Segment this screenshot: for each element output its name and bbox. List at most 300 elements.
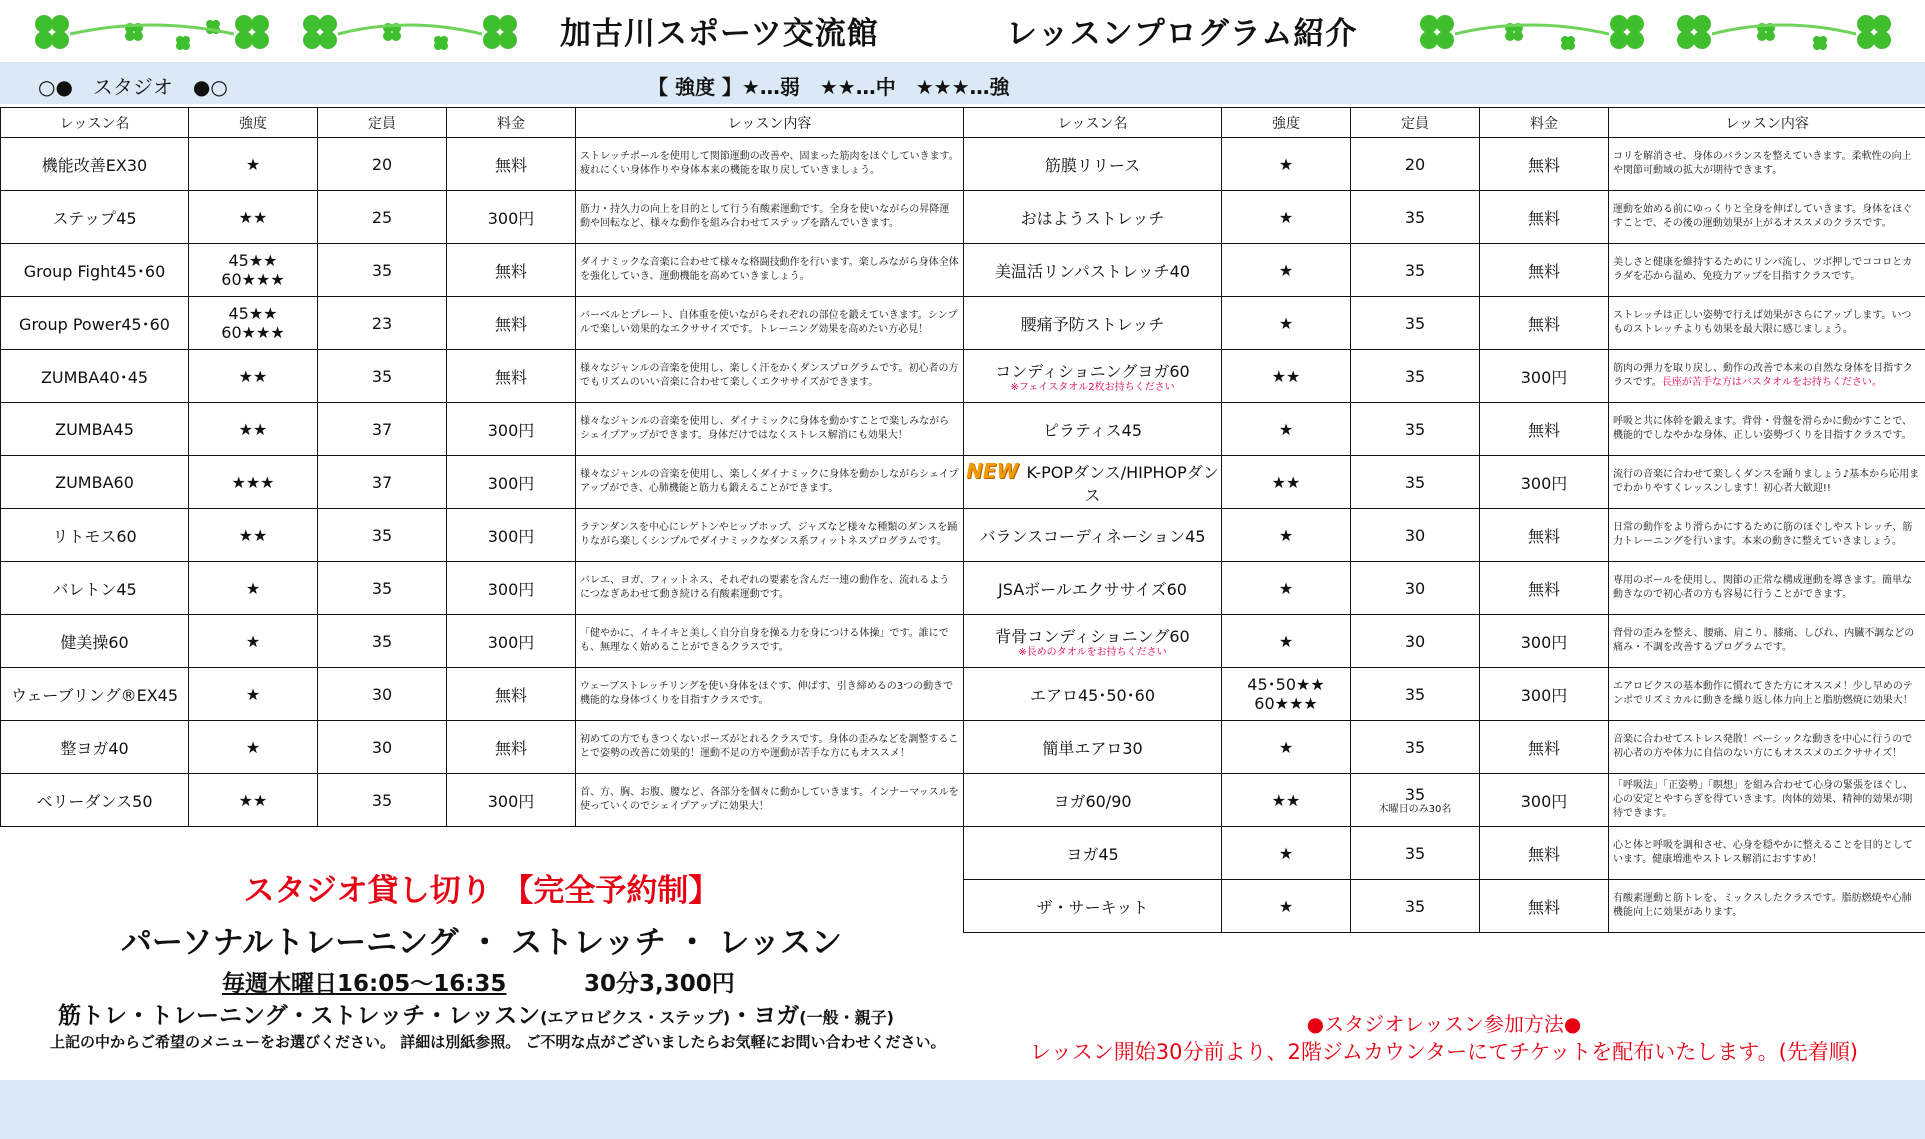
column-header-fee: 料金	[447, 108, 576, 138]
capacity-cell	[1351, 774, 1480, 827]
table-row	[964, 244, 1925, 297]
fee-cell	[1480, 297, 1609, 350]
content-text: 背骨の歪みを整え、腰痛、肩こり、膝痛、しびれ、内臓不調などの痛み・不調を改善するプログラムです。	[1613, 628, 1915, 653]
content-cell	[576, 509, 964, 562]
lesson-name: 健美操60	[60, 632, 129, 652]
capacity-value: 35	[1404, 785, 1426, 804]
header	[0, 0, 1925, 62]
lesson-name-cell	[1, 350, 189, 403]
fee-cell	[447, 774, 576, 827]
capacity-cell	[1351, 615, 1480, 668]
fee-cell	[1480, 509, 1609, 562]
capacity-cell	[1351, 350, 1480, 403]
table-row	[1, 509, 964, 562]
content-cell	[576, 774, 964, 827]
column-header-name: レッスン名	[1, 108, 189, 138]
intensity-value: ★★	[238, 525, 268, 545]
capacity-cell	[318, 509, 447, 562]
capacity-value: 30	[1404, 525, 1426, 545]
table-row	[964, 615, 1925, 668]
intensity-value: ★	[245, 154, 261, 174]
capacity-cell	[1351, 509, 1480, 562]
rental-menu-paren-2: (一般・親子)	[799, 1008, 894, 1027]
intensity-cell	[1222, 191, 1351, 244]
capacity-value: 35	[371, 578, 393, 598]
rental-menu	[58, 997, 894, 1030]
content-text: 首、方、胸、お腹、腰など、各部分を個々に動かしていきます。インナーマッスルを使っていくのでシェイプアップに効果大！	[580, 787, 959, 812]
table-row	[964, 562, 1925, 615]
content-cell	[1609, 350, 1925, 403]
lesson-table-right	[963, 107, 1925, 933]
intensity-value: 45･50★★	[1247, 675, 1325, 694]
content-text: 様々なジャンルの音楽を使用し、楽しくダイナミックに身体を動かしながらシェイプアップができ、心肺機能と筋力も鍛えることができます。	[580, 469, 959, 494]
fee-cell	[1480, 456, 1609, 509]
content-text: 呼吸と共に体幹を鍛えます。背骨・骨盤を滑らかに動かすことで、機能的でしなやかな身体、正しい姿勢づくりを目指すクラスです。	[1613, 416, 1912, 441]
column-header-fee: 料金	[1480, 108, 1609, 138]
intensity-cell	[1222, 350, 1351, 403]
capacity-cell	[1351, 244, 1480, 297]
lesson-name: 背骨コンディショニング60	[995, 626, 1190, 646]
intensity-value-2: 60★★★	[1254, 694, 1318, 713]
capacity-value: 35	[371, 631, 393, 651]
fee-value: 300円	[487, 579, 535, 599]
fee-cell	[447, 191, 576, 244]
fee-value: 無料	[494, 738, 527, 758]
capacity-cell	[318, 403, 447, 456]
intensity-cell	[189, 350, 318, 403]
content-cell	[1609, 138, 1925, 191]
lesson-name-cell	[1, 138, 189, 191]
lesson-name-cell	[964, 615, 1222, 668]
clover-icon	[1672, 10, 1892, 54]
table-row	[1, 138, 964, 191]
content-text: 「呼吸法」「正姿勢」「瞑想」を組み合わせて心身の緊張をほぐし、心の安定とやすらぎを得ていきます。肉体的効果、精神的効果が期待できます。	[1613, 780, 1913, 819]
intensity-cell	[1222, 774, 1351, 827]
new-badge: NEW	[966, 458, 1019, 483]
table-row	[1, 562, 964, 615]
intensity-cell	[1222, 403, 1351, 456]
legend-bar	[0, 62, 1925, 104]
fee-value: 無料	[1527, 208, 1560, 228]
lesson-name: エアロ45･50･60	[1029, 685, 1156, 705]
rental-title: スタジオ貸し切り 【完全予約制】	[243, 873, 720, 909]
content-cell	[576, 191, 964, 244]
studio-label: ○● スタジオ ●○	[38, 75, 228, 99]
lesson-name-cell	[964, 509, 1222, 562]
intensity-cell	[1222, 509, 1351, 562]
intensity-cell	[189, 509, 318, 562]
lesson-name-cell	[964, 138, 1222, 191]
fee-cell	[1480, 244, 1609, 297]
fee-cell	[447, 668, 576, 721]
content-cell	[1609, 562, 1925, 615]
table-row	[964, 403, 1925, 456]
table-row	[1, 403, 964, 456]
fee-value: 無料	[1527, 261, 1560, 281]
lesson-name: ウェーブリング®EX45	[10, 685, 179, 705]
capacity-cell	[318, 244, 447, 297]
lesson-name-cell	[1, 191, 189, 244]
lesson-name-cell	[1, 403, 189, 456]
content-text: エアロビクスの基本動作に慣れてきた方にオススメ！少し早めのテンポでリズミカルに動きを繰り返し体力向上と脂肪燃焼に効果大！	[1613, 681, 1913, 706]
content-text: 「健やかに、イキイキと美しく自分自身を操る力を身につける体操」です。誰にでも、無理なく始めることができるクラスです。	[580, 628, 949, 653]
fee-value: 無料	[494, 367, 527, 387]
capacity-value: 35	[1404, 419, 1426, 439]
rental-note: 上記の中からご希望のメニューをお選びください。 詳細は別紙参照。 ご不明な点がございましたらお気軽にお問い合わせください。	[50, 1033, 946, 1051]
fee-value: 無料	[494, 261, 527, 281]
content-text: ダイナミックな音楽に合わせて様々な格闘技動作を行います。楽しみながら身体全体を強化していき、運動機能を高めていきましょう。	[580, 257, 959, 282]
capacity-cell	[318, 297, 447, 350]
content-text: バレエ、ヨガ、フィットネス、それぞれの要素を含んだ一連の動作を、流れるようにつなぎあわせて動き続ける有酸素運動です。	[580, 575, 950, 600]
capacity-cell	[1351, 191, 1480, 244]
rental-schedule: 毎週木曜日16:05～16:35	[222, 971, 507, 997]
lesson-note: ※フェイスタオル2枚お持ちください	[1010, 381, 1175, 393]
intensity-cell	[189, 721, 318, 774]
lesson-name-cell	[964, 297, 1222, 350]
intensity-value: ★	[1278, 737, 1294, 757]
lesson-name: おはようストレッチ	[1020, 208, 1165, 228]
fee-cell	[447, 456, 576, 509]
capacity-cell	[318, 615, 447, 668]
clover-icon	[30, 10, 270, 54]
capacity-value: 20	[371, 154, 393, 174]
intensity-value: ★★	[1271, 366, 1301, 386]
intensity-cell	[189, 562, 318, 615]
lesson-table-left	[0, 107, 964, 827]
lesson-name: バランスコーディネーション45	[979, 526, 1206, 546]
fee-cell	[1480, 721, 1609, 774]
capacity-cell	[1351, 297, 1480, 350]
intensity-cell	[1222, 297, 1351, 350]
capacity-value: 35	[371, 260, 393, 280]
intensity-cell	[189, 403, 318, 456]
capacity-value: 35	[1404, 472, 1426, 492]
content-cell	[1609, 244, 1925, 297]
capacity-value: 35	[371, 790, 393, 810]
fee-cell	[447, 350, 576, 403]
lesson-name-cell	[964, 191, 1222, 244]
intensity-legend: 【 強度 】★…弱 ★★…中 ★★★…強	[648, 75, 1010, 99]
capacity-cell	[1351, 880, 1480, 933]
fee-value: 無料	[1527, 579, 1560, 599]
content-text: 有酸素運動と筋トレを、ミックスしたクラスです。脂肪燃焼や心肺機能向上に効果があります。	[1613, 893, 1912, 918]
intensity-value: ★★	[238, 790, 268, 810]
content-cell	[576, 138, 964, 191]
intensity-cell	[1222, 668, 1351, 721]
capacity-cell	[318, 138, 447, 191]
capacity-value: 35	[1404, 260, 1426, 280]
lesson-name: 機能改善EX30	[41, 155, 148, 175]
fee-value: 無料	[1527, 314, 1560, 334]
capacity-cell	[318, 668, 447, 721]
lesson-name-cell	[1, 721, 189, 774]
lesson-name-cell	[1, 668, 189, 721]
lesson-name: K-POPダンス/HIPHOPダンス	[1026, 462, 1219, 505]
content-text: 専用のボールを使用し、関節の正常な構成運動を導きます。簡単な動きなので初心者の方も容易に行うことができます。	[1613, 575, 1912, 600]
intensity-value: ★	[245, 578, 261, 598]
table-row	[964, 668, 1925, 721]
clover-decoration-right-2	[1672, 10, 1892, 54]
intensity-value: ★	[1278, 525, 1294, 545]
capacity-value: 35	[1404, 366, 1426, 386]
lesson-name-cell	[1, 297, 189, 350]
intensity-value: ★	[245, 737, 261, 757]
lesson-name: ZUMBA45	[55, 419, 134, 439]
capacity-cell	[318, 562, 447, 615]
capacity-value: 35	[371, 366, 393, 386]
intensity-value: 45★★	[228, 251, 278, 270]
table-row	[1, 456, 964, 509]
fee-value: 300円	[1520, 632, 1568, 652]
lesson-name: ZUMBA40･45	[40, 367, 149, 387]
lesson-name: Group Power45･60	[19, 314, 170, 334]
column-header-intensity: 強度	[189, 108, 318, 138]
intensity-value-2: 60★★★	[221, 323, 285, 342]
capacity-cell	[1351, 668, 1480, 721]
content-text: 音楽に合わせてストレス発散！ベーシックな動きを中心に行うので初心者の方や体力に自信のない方にもオススメのエクササイズ！	[1613, 734, 1913, 759]
lesson-name-cell	[964, 827, 1222, 880]
table-row	[964, 774, 1925, 827]
intensity-value: ★	[245, 631, 261, 651]
content-cell	[576, 668, 964, 721]
lesson-name: 簡単エアロ30	[1042, 738, 1143, 758]
table-row	[964, 350, 1925, 403]
content-text: コリを解消させ、身体のバランスを整えていきます。柔軟性の向上や関節可動域の拡大が期待できます。	[1613, 151, 1912, 176]
fee-value: 無料	[494, 155, 527, 175]
lesson-name: ZUMBA60	[55, 472, 134, 492]
capacity-value: 23	[371, 313, 393, 333]
fee-cell	[447, 509, 576, 562]
fee-value: 300円	[487, 473, 535, 493]
footer-bar	[0, 1080, 1925, 1139]
intensity-value: ★	[1278, 578, 1294, 598]
capacity-cell	[1351, 562, 1480, 615]
content-text: 様々なジャンルの音楽を使用し、楽しく汗をかくダンスプログラムです。初心者の方でもリズムのいい音楽に合わせて楽しくエクササイズができます。	[580, 363, 959, 388]
intensity-cell	[189, 244, 318, 297]
table-row	[964, 297, 1925, 350]
content-text-red: 長座が苦手な方はバスタオルをお持ちください。	[1661, 377, 1882, 388]
fee-cell	[447, 721, 576, 774]
content-cell	[576, 456, 964, 509]
capacity-cell	[318, 456, 447, 509]
table-row	[1, 244, 964, 297]
fee-value: 300円	[1520, 791, 1568, 811]
join-title: ●スタジオレッスン参加方法●	[1306, 1012, 1582, 1036]
lesson-name-cell	[1, 562, 189, 615]
intensity-value: ★★	[1271, 472, 1301, 492]
content-cell	[576, 721, 964, 774]
table-row	[964, 721, 1925, 774]
intensity-cell	[1222, 721, 1351, 774]
intensity-value: ★	[1278, 154, 1294, 174]
content-text: バーベルとプレート、自体重を使いながらそれぞれの部位を鍛えていきます。シンプルで楽しい効果的なエクササイズです。トレーニング効果を高めたい方必見！	[580, 310, 958, 335]
fee-cell	[1480, 774, 1609, 827]
capacity-cell	[1351, 456, 1480, 509]
lesson-name: 筋膜リリース	[1044, 155, 1141, 175]
lesson-name: ベリーダンス50	[36, 791, 153, 811]
table-row	[964, 509, 1925, 562]
fee-cell	[1480, 403, 1609, 456]
column-header-name: レッスン名	[964, 108, 1222, 138]
intensity-cell	[1222, 562, 1351, 615]
lesson-name-cell	[964, 668, 1222, 721]
clover-decoration-right-1	[1415, 10, 1645, 54]
fee-value: 300円	[1520, 473, 1568, 493]
capacity-cell	[318, 721, 447, 774]
content-cell	[1609, 297, 1925, 350]
column-header-content: レッスン内容	[1609, 108, 1925, 138]
table-row	[1, 774, 964, 827]
capacity-value: 35	[371, 525, 393, 545]
lesson-name-cell	[964, 350, 1222, 403]
content-cell	[576, 403, 964, 456]
table-row	[964, 191, 1925, 244]
capacity-cell	[1351, 827, 1480, 880]
lesson-name-cell	[1, 615, 189, 668]
content-cell	[1609, 191, 1925, 244]
lesson-name-cell	[964, 880, 1222, 933]
clover-icon	[298, 10, 518, 54]
lesson-name: ヨガ45	[1066, 844, 1119, 864]
capacity-value: 30	[1404, 578, 1426, 598]
table-row	[1, 297, 964, 350]
content-text: 筋肉の弾力を取り戻し、動作の改善で本来の自然な身体を目指すクラスです。	[1613, 363, 1913, 388]
lesson-name: Group Fight45･60	[23, 261, 166, 281]
capacity-cell	[318, 774, 447, 827]
table-header-row	[1, 108, 964, 138]
lesson-name-cell	[964, 562, 1222, 615]
intensity-cell	[189, 456, 318, 509]
intensity-value: ★	[245, 684, 261, 704]
capacity-cell	[318, 191, 447, 244]
column-header-capacity: 定員	[318, 108, 447, 138]
table-row	[964, 138, 1925, 191]
fee-value: 無料	[1527, 155, 1560, 175]
capacity-value: 35	[1404, 313, 1426, 333]
content-text: 筋力・持久力の向上を目的として行う有酸素運動です。全身を使いながらの昇降運動や回転など、様々な動作を組み合わせてステップを踏んでいきます。	[580, 204, 950, 229]
fee-cell	[1480, 880, 1609, 933]
capacity-value: 35	[1404, 896, 1426, 916]
lesson-name: ヨガ60/90	[1053, 791, 1132, 811]
lesson-name-cell	[964, 244, 1222, 297]
intensity-value: ★	[1278, 313, 1294, 333]
lesson-name-cell	[1, 774, 189, 827]
column-header-capacity: 定員	[1351, 108, 1480, 138]
capacity-cell	[1351, 403, 1480, 456]
fee-cell	[447, 403, 576, 456]
capacity-cell	[1351, 721, 1480, 774]
intensity-cell	[189, 191, 318, 244]
fee-value: 300円	[1520, 367, 1568, 387]
content-text: 美しさと健康を維持するためにリンパ流し、ツボ押しでココロとカラダを芯から温め、免疫力アップを目指すクラスです。	[1613, 257, 1913, 282]
fee-cell	[1480, 350, 1609, 403]
content-cell	[1609, 774, 1925, 827]
content-cell	[1609, 403, 1925, 456]
lesson-name-cell	[964, 721, 1222, 774]
lesson-name: リトモス60	[52, 526, 137, 546]
fee-cell	[447, 244, 576, 297]
intensity-cell	[1222, 138, 1351, 191]
fee-value: 300円	[487, 420, 535, 440]
table-row	[1, 191, 964, 244]
fee-cell	[447, 138, 576, 191]
fee-cell	[1480, 615, 1609, 668]
table-header-row	[964, 108, 1925, 138]
capacity-cell	[1351, 138, 1480, 191]
content-cell	[576, 615, 964, 668]
fee-value: 300円	[487, 632, 535, 652]
capacity-value: 30	[1404, 631, 1426, 651]
capacity-note: 木曜日のみ30名	[1378, 804, 1452, 815]
intensity-value: ★★	[238, 207, 268, 227]
lesson-name-cell	[1, 244, 189, 297]
fee-cell	[1480, 562, 1609, 615]
intensity-cell	[189, 297, 318, 350]
capacity-value: 20	[1404, 154, 1426, 174]
content-text: ラテンダンスを中心にレゲトンやヒップホップ、ジャズなど様々な種類のダンスを踊りながら楽しくシンプルでダイナミックなダンス系フィットネスプログラムです。	[580, 522, 958, 547]
content-text: ストレッチポールを使用して関節運動の改善や、固まった筋肉をほぐしていきます。疲れにくい身体作りや身体本来の機能を取り戻していきましょう。	[580, 151, 959, 176]
content-text: 心と体と呼吸を調和させ、心身を穏やかに整えることを目的としています。健康増進やストレス解消におすすめ！	[1613, 840, 1913, 865]
table-row	[1, 721, 964, 774]
capacity-value: 35	[1404, 207, 1426, 227]
lesson-name-cell	[964, 774, 1222, 827]
clover-decoration-left-2	[298, 10, 518, 54]
content-text: 運動を始める前にゆっくりと全身を伸ばしていきます。身体をほぐすことで、その後の運動効果が上がるオススメのクラスです。	[1613, 204, 1913, 229]
intensity-value: ★	[1278, 843, 1294, 863]
content-cell	[1609, 615, 1925, 668]
capacity-value: 35	[1404, 684, 1426, 704]
lesson-note: ※長めのタオルをお持ちください	[1018, 646, 1167, 658]
lesson-name: 腰痛予防ストレッチ	[1020, 314, 1165, 334]
lesson-name-cell	[1, 509, 189, 562]
content-cell	[1609, 509, 1925, 562]
content-text: 初めての方でもきつくないポーズがとれるクラスです。身体の歪みなどを調整することで姿勢の改善に効果的！運動不足の方や運動が苦手な方にもオススメ！	[580, 734, 959, 759]
content-cell	[1609, 880, 1925, 933]
fee-value: 無料	[1527, 738, 1560, 758]
fee-value: 無料	[1527, 420, 1560, 440]
intensity-cell	[1222, 827, 1351, 880]
lesson-name-cell	[964, 403, 1222, 456]
content-cell	[1609, 456, 1925, 509]
rental-menu-main: 筋トレ・トレーニング・ストレッチ・レッスン	[58, 1003, 541, 1029]
intensity-cell	[189, 774, 318, 827]
content-text: ストレッチは正しい姿勢で行えば効果がさらにアップします。いつものストレッチよりも効果を最大限に感じましょう。	[1613, 310, 1912, 335]
lesson-name: コンディショニングヨガ60	[995, 361, 1190, 381]
lesson-name: JSAボールエクササイズ60	[998, 579, 1187, 599]
clover-decoration-left-1	[30, 10, 270, 54]
intensity-cell	[1222, 456, 1351, 509]
capacity-cell	[318, 350, 447, 403]
content-cell	[576, 244, 964, 297]
lesson-name: ザ・サーキット	[1036, 897, 1149, 917]
fee-value: 無料	[1527, 897, 1560, 917]
capacity-value: 30	[371, 684, 393, 704]
fee-cell	[1480, 138, 1609, 191]
join-text: レッスン開始30分前より、2階ジムカウンターにてチケットを配布いたします。(先着順)	[1029, 1040, 1858, 1064]
capacity-value: 35	[1404, 737, 1426, 757]
fee-value: 無料	[1527, 526, 1560, 546]
intensity-value: ★★	[238, 419, 268, 439]
intensity-cell	[1222, 615, 1351, 668]
intensity-cell	[189, 615, 318, 668]
intensity-value: ★★★	[231, 472, 275, 492]
table-row	[964, 880, 1925, 933]
lesson-name: バレトン45	[52, 579, 137, 599]
content-cell	[576, 350, 964, 403]
fee-value: 300円	[487, 791, 535, 811]
table-row	[1, 350, 964, 403]
content-text: 様々なジャンルの音楽を使用し、ダイナミックに身体を動かすことで楽しみながらシェイプアップができます。身体だけではなくストレス解消にも効果大！	[580, 416, 950, 441]
